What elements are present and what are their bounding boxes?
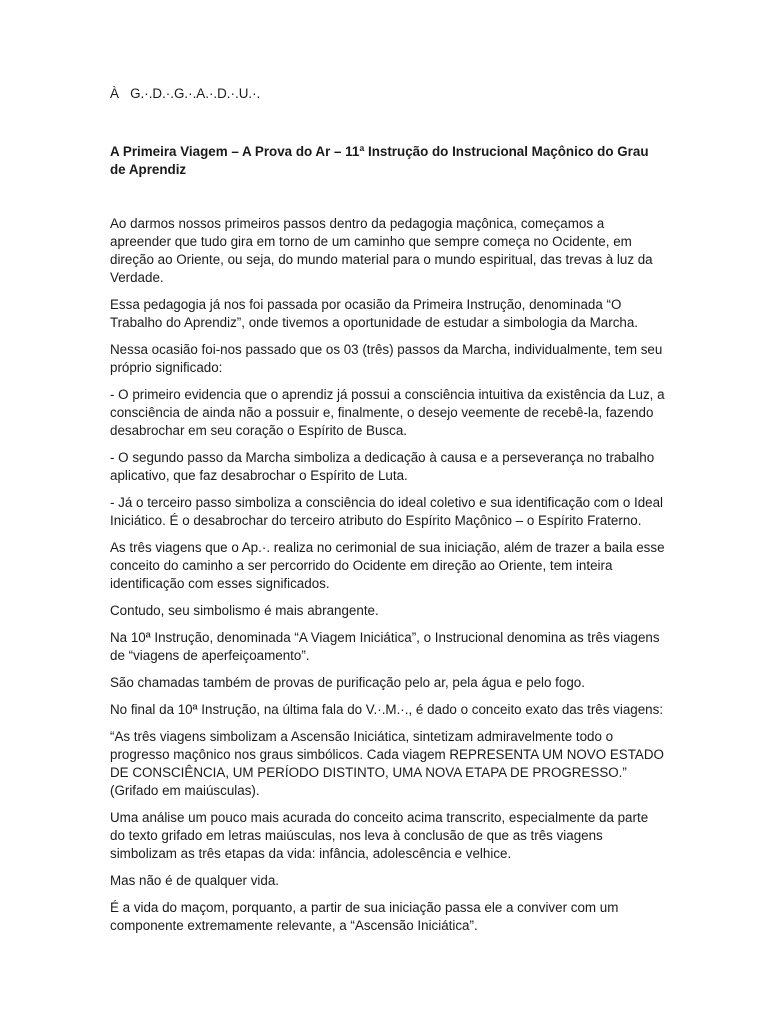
paragraph: - Já o terceiro passo simboliza a consciência do ideal coletivo e sua identificação com o Ideal Iniciático. É o desabrochar do terceiro atributo do Espírito Maçônico – o Espírito Fraterno. <box>110 495 664 528</box>
document-title: A Primeira Viagem – A Prova do Ar – 11ª Instrução do Instrucional Maçônico do Grau de Aprendiz <box>110 144 649 177</box>
paragraph: Contudo, seu simbolismo é mais abrangente. <box>110 603 379 618</box>
paragraph: No final da 10ª Instrução, na última fala do V.·.M.·., é dado o conceito exato das três viagens: <box>110 702 664 717</box>
document-body <box>110 215 665 935</box>
paragraph: “As três viagens simbolizam a Ascensão Iniciática, sintetizam admiravelmente todo o progresso maçônico nos graus simbólicos. Cada viagem REPRESENTA UM NOVO ESTADO DE CONSCIÊNCIA, UM PERÍODO DISTINTO, UMA NOVA ETAPA DE PROGRESSO.” (Grifado em maiúsculas). <box>110 729 664 798</box>
paragraph: Uma análise um pouco mais acurada do conceito acima transcrito, especialmente da parte do texto grifado em letras maiúsculas, nos leva à conclusão de que as três viagens simbolizam as três etapas da vida: infância, adolescência e velhice. <box>110 810 649 861</box>
paragraph: São chamadas também de provas de purificação pelo ar, pela água e pelo fogo. <box>110 675 585 690</box>
paragraph: - O segundo passo da Marcha simboliza a dedicação à causa e a perseverança no trabalho aplicativo, que faz desabrochar o Espírito de Luta. <box>110 450 655 483</box>
paragraph: Ao darmos nossos primeiros passos dentro da pedagogia maçônica, começamos a apreender que tudo gira em torno de um caminho que sempre começa no Ocidente, em direção ao Oriente, ou seja, do mundo material para o mundo espiritual, das trevas à luz da Verdade. <box>110 216 653 285</box>
paragraph: - O primeiro evidencia que o aprendiz já possui a consciência intuitiva da existência da Luz, a consciência de ainda não a possuir e, finalmente, o desejo veemente de recebê-la, fazendo desabrochar em seu coração o Espírito de Busca. <box>110 387 665 438</box>
paragraph: Mas não é de qualquer vida. <box>110 873 279 888</box>
paragraph: Essa pedagogia já nos foi passada por ocasião da Primeira Instrução, denominada “O Trabalho do Aprendiz”, onde tivemos a oportunidade de estudar a simbologia da Marcha. <box>110 297 639 330</box>
paragraph: Na 10ª Instrução, denominada “A Viagem Iniciática”, o Instrucional denomina as três viagens de “viagens de aperfeiçoamento”. <box>110 630 660 663</box>
paragraph: Nessa ocasião foi-nos passado que os 03 (três) passos da Marcha, individualmente, tem seu próprio significado: <box>110 342 663 375</box>
document-page <box>110 85 665 944</box>
dedication-header: À G.·.D.·.G.·.A.·.D.·.U.·. <box>110 86 261 101</box>
paragraph: As três viagens que o Ap.·. realiza no cerimonial de sua iniciação, além de trazer a baila esse conceito do caminho a ser percorrido do Ocidente em direção ao Oriente, tem inteira identificação com esses significados. <box>110 540 665 591</box>
paragraph: É a vida do maçom, porquanto, a partir de sua iniciação passa ele a conviver com um componente extremamente relevante, a “Ascensão Iniciática”. <box>110 900 619 933</box>
